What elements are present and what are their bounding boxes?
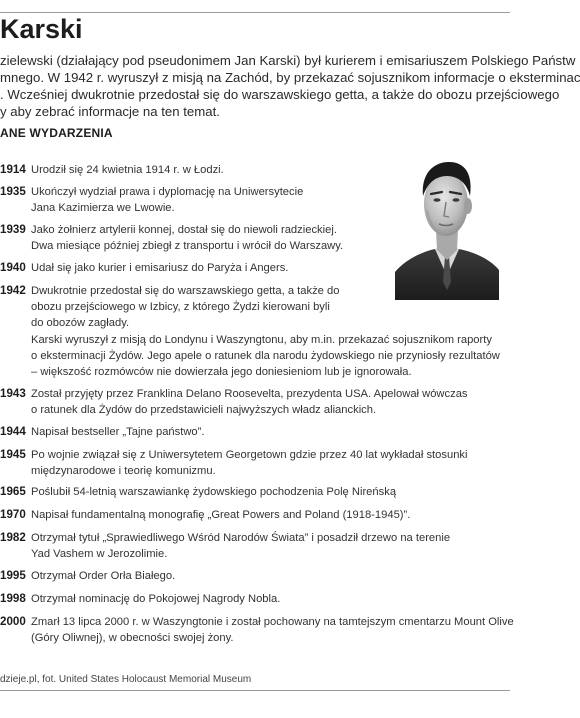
event-text-line: o ratunek dla Żydów do przedstawicieli najwyższych władz alianckich. (31, 404, 377, 416)
event-year: 1944 (0, 425, 26, 438)
event-year: 1982 (0, 531, 26, 544)
event-text-line: międzynarodowe i teorię komunizmu. (31, 465, 216, 477)
event-description (31, 162, 224, 178)
event-text-line: Dwukrotnie przedostał się do warszawskiego getta, a także do (31, 285, 340, 297)
event-text-line: do obozów zagłady. (31, 317, 130, 329)
event-text-line: Poślubił 54-letnią warszawiankę żydowskiego pochodzenia Polę Nireńską (31, 486, 397, 498)
event-description (31, 507, 410, 523)
intro-line: y aby zebrać informacje na ten temat. (0, 104, 220, 119)
event-text-line: Jako żołnierz artylerii konnej, dostał się do niewoli radzieckiej. (31, 224, 337, 236)
event-text-line: Udał się jako kurier i emisariusz do Paryża i Angers. (31, 262, 289, 274)
event-text-line: Otrzymał tytuł „Sprawiedliwego Wśród Narodów Świata” i posadził drzewo na terenie (31, 532, 451, 544)
source-credit: dzieje.pl, fot. United States Holocaust Memorial Museum (0, 674, 252, 685)
event-text-line: Zmarł 13 lipca 2000 r. w Waszyngtonie i został pochowany na tamtejszym cmentarzu Mount Olive (31, 616, 514, 628)
event-year: 1939 (0, 223, 26, 236)
event-description (31, 530, 450, 562)
event-text-line: Otrzymał Order Orła Białego. (31, 570, 176, 582)
event-text-line: Po wojnie związał się z Uniwersytetem Georgetown gdzie przez 40 lat wykładał stosunki (31, 449, 468, 461)
event-description (31, 614, 514, 646)
event-description (31, 184, 303, 216)
event-description (31, 568, 175, 584)
event-text-line: (Góry Oliwnej), w obecności swojej żony. (31, 632, 234, 644)
intro-line: zielewski (działający pod pseudonimem Jan Karski) był kurierem i emisariuszem Polskiego Państw (0, 53, 576, 68)
event-description (31, 222, 343, 254)
event-text-line: Napisał bestseller „Tajne państwo”. (31, 426, 205, 438)
event-text-line: Otrzymał nominację do Pokojowej Nagrody Nobla. (31, 593, 281, 605)
event-description (31, 260, 288, 276)
event-year: 1940 (0, 261, 26, 274)
event-text-line: Został przyjęty przez Franklina Delano Roosevelta, prezydenta USA. Apelował wówczas (31, 388, 468, 400)
event-year: 2000 (0, 615, 26, 628)
event-text-line: obozu przejściowego w Izbicy, z którego Żydzi kierowani byli (31, 301, 330, 313)
section-heading: ANE WYDARZENIA (0, 126, 113, 140)
top-divider (0, 12, 510, 13)
event-year: 1970 (0, 508, 26, 521)
event-year: 1935 (0, 185, 26, 198)
event-text-line: Ukończył wydział prawa i dyplomację na Uniwersytecie (31, 186, 304, 198)
event-text-line: Karski wyruszył z misją do Londynu i Waszyngtonu, aby m.in. przekazać sojusznikom raporty (31, 334, 492, 346)
event-description (31, 386, 468, 418)
event-year: 1914 (0, 163, 26, 176)
portrait-photo (395, 152, 499, 300)
event-description (31, 332, 500, 380)
event-year: 1942 (0, 284, 26, 297)
event-year: 1965 (0, 485, 26, 498)
event-description (31, 283, 339, 331)
event-year: 1943 (0, 387, 26, 400)
event-text-line: o eksterminacji Żydów. Jego apele o ratunek dla narodu żydowskiego nie przyniosły rezultatów (31, 350, 500, 362)
event-text-line: Dwa miesiące później zbiegł z transportu i wrócił do Warszawy. (31, 240, 344, 252)
event-text-line: Yad Vashem w Jerozolimie. (31, 548, 168, 560)
bottom-divider (0, 690, 510, 691)
event-description (31, 484, 396, 500)
event-text-line: – większość rozmówców nie dowierzała jego doniesieniom lub je ignorowała. (31, 366, 412, 378)
event-year: 1945 (0, 448, 26, 461)
event-description (31, 424, 205, 440)
intro-line: mnego. W 1942 r. wyruszył z misją na Zachód, by przekazać sojusznikom informacje o eksterminac (0, 70, 580, 85)
event-text-line: Jana Kazimierza we Lwowie. (31, 202, 175, 214)
event-text-line: Napisał fundamentalną monografię „Great Powers and Poland (1918-1945)”. (31, 509, 411, 521)
intro-line: . Wcześniej dwukrotnie przedostał się do warszawskiego getta, a także do obozu przejściowego (0, 87, 560, 102)
event-description (31, 447, 468, 479)
event-year: 1995 (0, 569, 26, 582)
intro-paragraph (0, 52, 580, 120)
event-year: 1998 (0, 592, 26, 605)
event-description (31, 591, 280, 607)
page-title: Karski (0, 14, 83, 44)
event-text-line: Urodził się 24 kwietnia 1914 r. w Łodzi. (31, 164, 224, 176)
